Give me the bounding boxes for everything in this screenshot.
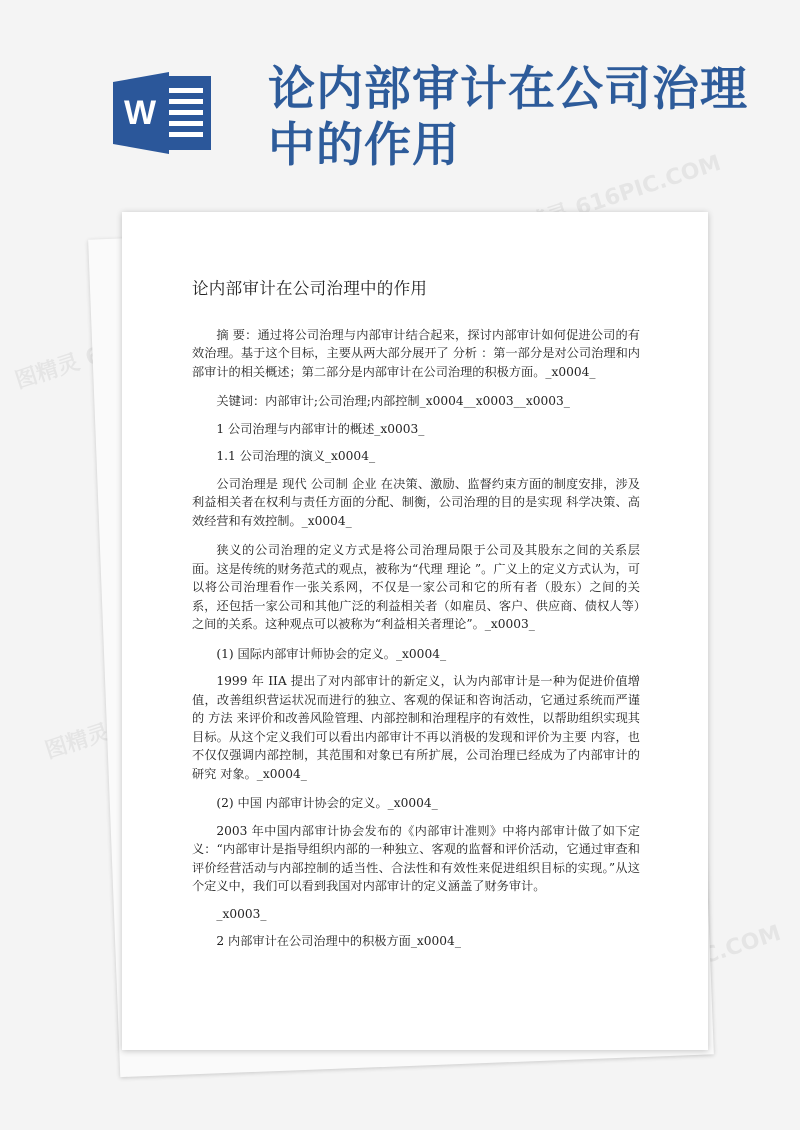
document-page (122, 212, 708, 1050)
body-paragraph: 公司治理是 现代 公司制 企业 在决策、激励、监督约束方面的制度安排，涉及利益相关者在权利与责任方面的分配、制衡，公司治理的目的是实现 科学决策、高效经营和有效控制。_x0004_ (192, 476, 640, 528)
body-paragraph: 2003 年中国内部审计协会发布的《内部审计准则》中将内部审计做了如下定义：“内部审计是指导组织内部的一种独立、客观的监督和评价活动，它通过审查和评价经营活动与内部控制的适当性、合法性和有效性来促进组织目标的实现。”从这个定义中，我们可以看到我国对内部审计的定义涵盖了财务审计。 (192, 823, 640, 893)
watermark: 图精灵 (42, 719, 113, 765)
document-body (192, 280, 640, 960)
abstract-paragraph: 摘 要：通过将公司治理与内部审计结合起来，探讨内部审计如何促进公司的有效治理。基于这个目标，主要从两大部分展开了 分析 ：第一部分是对公司治理和内部审计的相关概述；第二部分是内部审计在公司治理的积极方面。_x0004_ (192, 327, 640, 379)
section-heading-1: 1 公司治理与内部审计的概述_x0003_ (216, 421, 425, 436)
word-icon-letter: W (123, 94, 157, 132)
page-title: 论内部审计在公司治理中的作用 (268, 62, 748, 173)
section-heading-2: 2 内部审计在公司治理中的积极方面_x0004_ (216, 934, 461, 948)
list-item-heading: (2) 中国 内部审计协会的定义。_x0004_ (216, 796, 438, 810)
list-item-heading: (1) 国际内部审计师协会的定义。_x0004_ (216, 646, 447, 661)
word-doc-icon (113, 72, 215, 154)
document-title: 论内部审计在公司治理中的作用 (192, 279, 428, 298)
body-paragraph: 狭义的公司治理的定义方式是将公司治理局限于公司及其股东之间的关系层面。这是传统的财务范式的观点，被称为“代理 理论 ”。广义上的定义方式认为，可以将公司治理看作一张关系网，不仅是一家公司和它的所有者（股东）之间的关系，还包括一家公司和其他广泛的利益相关者（如雇员、客户、供应商、债权人等）之间的关系。这种观点可以被称为“利益相关者理论”。_x0003_ (192, 543, 640, 631)
watermark: 图精灵 (12, 349, 83, 395)
keywords-paragraph: 关键词：内部审计;公司治理;内部控制_x0004__x0003__x0003_ (216, 394, 570, 408)
body-paragraph: _x0003_ (216, 906, 267, 921)
body-paragraph: 1999 年 IIA 提出了对内部审计的新定义，认为内部审计是一种为促进价值增值，改善组织营运状况而进行的独立、客观的保证和咨询活动，它通过系统而严谨的 方法 来评价和改善风险管理、内部控制和治理程序的有效性，以帮助组织实现其目标。从这个定义我们可以看出内部审计不再以消极的发现和评价为主要 内容，也不仅仅强调内部控制，其范围和对象已有所扩展，公司治理已经成为了内部审计的 研究 对象。_x0004_ (192, 674, 640, 781)
subsection-heading-1-1: 1.1 公司治理的演义_x0004_ (216, 449, 376, 463)
watermark: 图精灵 616PIC.COM (502, 150, 725, 245)
